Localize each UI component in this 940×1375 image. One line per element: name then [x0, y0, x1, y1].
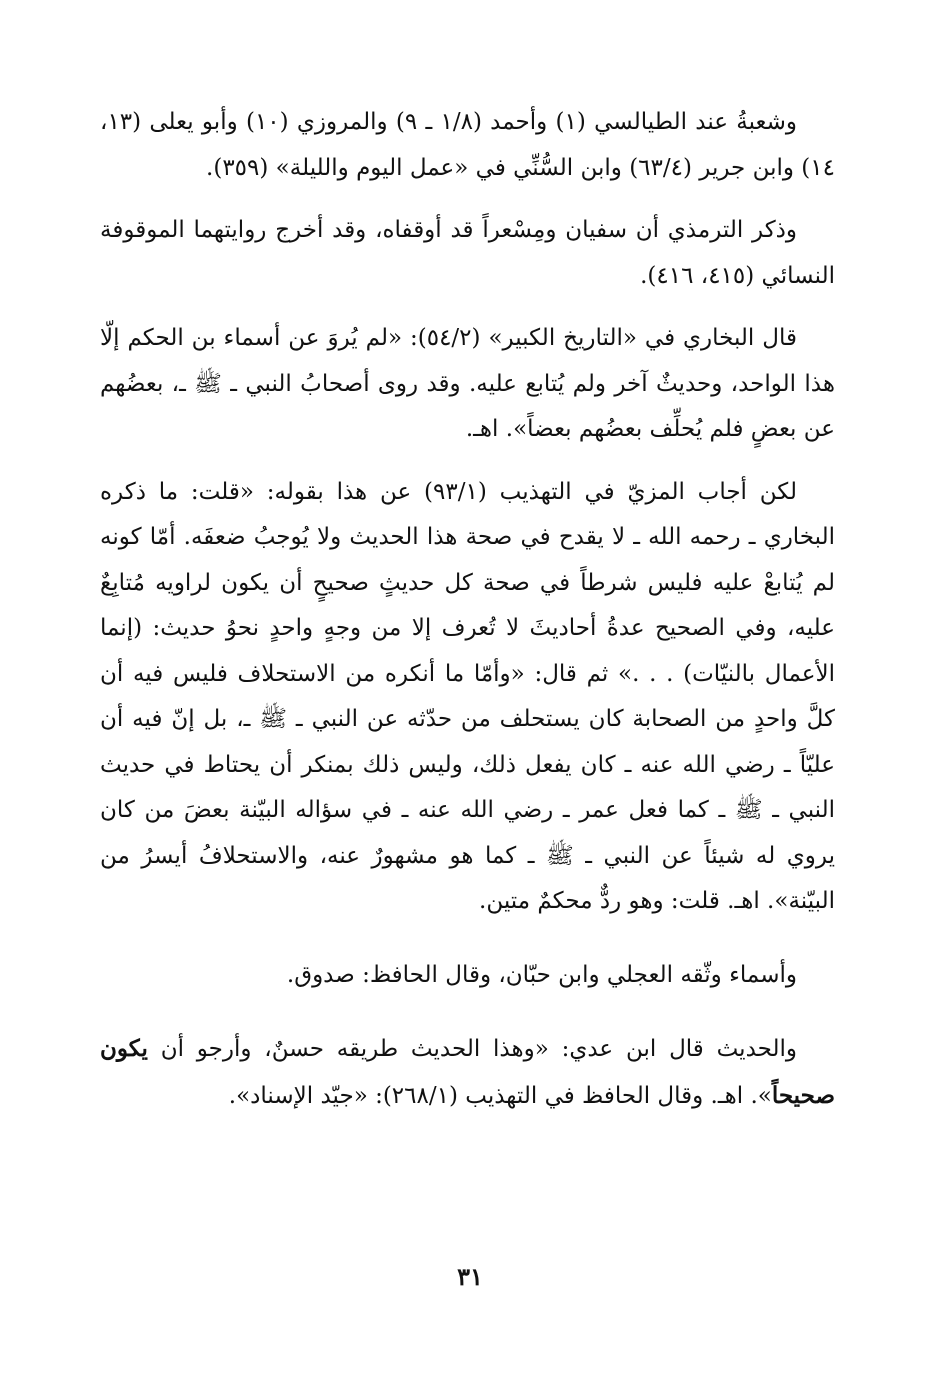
page-number: ٣١: [457, 1262, 483, 1291]
paragraph-6-end: ». اهـ. وقال الحافظ في التهذيب (٢٦٨/١): «جيّد الإسناد».: [228, 1082, 772, 1109]
paragraph-1: وشعبةُ عند الطيالسي (١) وأحمد (١/٨ ـ ٩) والمروزي (١٠) وأبو يعلى (١٣، ١٤) وابن جرير (٦٣/٤) وابن السُّنِّي في «عمل اليوم والليلة» (٣٥٩).: [100, 109, 835, 181]
paragraph-6-start: والحديث قال ابن عدي: «وهذا الحديث طريقه حسنٌ، وأرجو أن: [147, 1036, 797, 1062]
paragraph-3: قال البخاري في «التاريخ الكبير» (٥٤/٢): «لم يُروَ عن أسماء بن الحكم إلّا هذا الواحد، وحديثٌ آخر ولم يُتابع عليه. وقد روى أصحابُ النبي ـ ﷺ ـ، بعضُهم عن بعضٍ فلم يُحلِّف بعضُهم بعضاً». اهـ.: [100, 325, 835, 442]
paragraph-5: وأسماء وثّقه العجلي وابن حبّان، وقال الحافظ: صدوق.: [286, 961, 797, 988]
page-body: [100, 100, 835, 1119]
paragraph-2: وذكر الترمذي أن سفيان ومِسْعراً قد أوقفاه، وقد أخرج روايتهما الموقوفة النسائي (٤١٥، ٤١٦).: [100, 217, 835, 289]
paragraph-4: لكن أجاب المزيّ في التهذيب (٩٣/١) عن هذا بقوله: «قلت: ما ذكره البخاري ـ رحمه الله ـ لا يقدح في صحة هذا الحديث ولا يُوجبُ ضعفَه. أمّا كونه لم يُتابعْ عليه فليس شرطاً في صحة كل حديثٍ صحيحٍ أن يكون لراويه مُتابِعٌ عليه، وفي الصحيح عدةُ أحاديثَ لا تُعرف إلا من وجهٍ واحدٍ نحوُ حديث: (إنما الأعمال بالنيّات) . . .» ثم قال: «وأمّا ما أنكره من الاستحلاف فليس فيه أن كلَّ واحدٍ من الصحابة كان يستحلف من حدّثه عن النبي ـ ﷺ ـ، بل إنّ فيه أن عليّاً ـ رضي الله عنه ـ كان يفعل ذلك، وليس ذلك بمنكر أن يحتاط في حديث النبي ـ ﷺ ـ كما فعل عمر ـ رضي الله عنه ـ في سؤاله البيّنة بعضَ من كان يروي له شيئاً عن النبي ـ ﷺ ـ كما هو مشهورٌ عنه، والاستحلافُ أيسرُ من البيّنة». اهـ. قلت: وهو ردٌّ محكمٌ متين.: [100, 478, 835, 914]
paragraph-6: [100, 1026, 835, 1119]
paragraph-6-bold: يكون صحيحاً: [100, 1035, 835, 1109]
